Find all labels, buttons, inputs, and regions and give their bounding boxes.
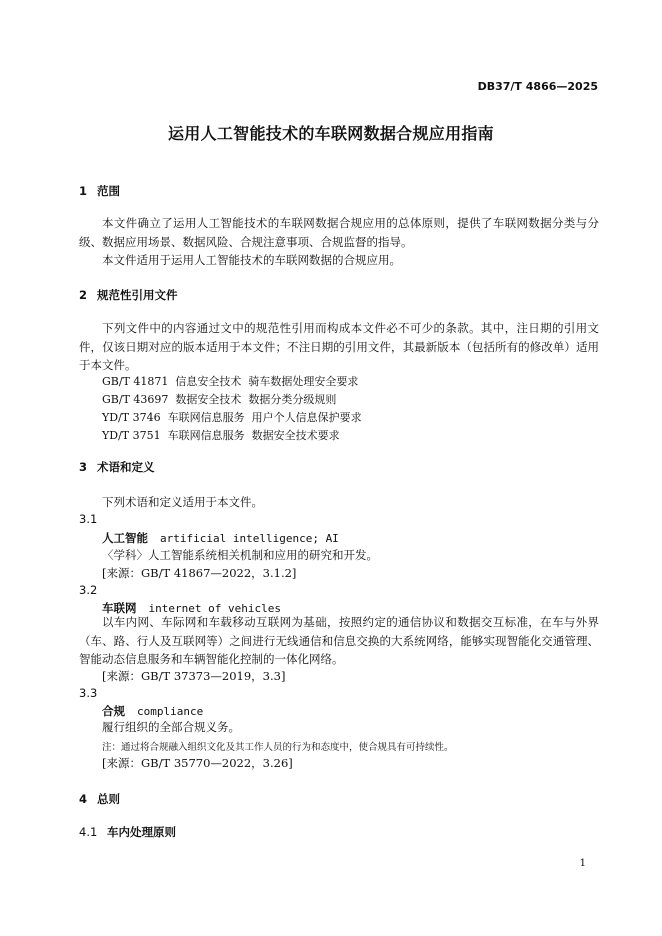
section-2-heading (79, 287, 178, 303)
reference-item: GB/T 41871 信息安全技术 骑车数据处理安全要求 (102, 375, 359, 388)
section-number: 2 (79, 288, 88, 302)
subsection-number: 4.1 (79, 825, 98, 839)
term-definition: 〈学科〉人工智能系统相关机制和应用的研究和开发。 (102, 548, 378, 562)
term-en: artificial intelligence; AI (160, 532, 339, 545)
document-title: 运用人工智能技术的车联网数据合规应用指南 (167, 124, 494, 143)
section-title: 术语和定义 (97, 460, 155, 474)
section-3-heading (79, 459, 155, 475)
term-zh: 人工智能 (102, 531, 148, 545)
term-number: 3.2 (79, 583, 98, 597)
subsection-4-1-heading (79, 824, 176, 840)
term-en: compliance (137, 705, 204, 718)
term-number: 3.3 (79, 686, 98, 700)
references-paragraph: 下列文件中的内容通过文中的规范性引用而构成本文件必不可少的条款。其中，注日期的引用文件，仅该日期对应的版本适用于本文件；不注日期的引用文件，其最新版本（包括所有的修改单）适用于本文件。 (79, 321, 599, 372)
section-title: 范围 (97, 184, 120, 198)
term-definition: 履行组织的全部合规义务。 (102, 720, 240, 734)
section-4-heading (79, 791, 120, 807)
terms-intro: 下列术语和定义适用于本文件。 (102, 495, 263, 509)
scope-paragraph-2: 本文件适用于运用人工智能技术的车联网数据的合规应用。 (102, 253, 401, 267)
term-source: [来源：GB/T 35770—2022，3.26] (102, 756, 293, 770)
section-title: 规范性引用文件 (97, 288, 178, 302)
term-zh: 车联网 (102, 601, 137, 615)
term-en: internet of vehicles (148, 602, 281, 615)
reference-item: YD/T 3751 车联网信息服务 数据安全技术要求 (102, 429, 340, 442)
section-number: 3 (79, 460, 88, 474)
term-note: 注：通过将合规融入组织文化及其工作人员的行为和态度中，使合规具有可持续性。 (102, 742, 454, 753)
term-number: 3.1 (79, 512, 98, 526)
section-title: 总则 (97, 792, 120, 806)
page-number: 1 (579, 858, 586, 869)
section-number: 1 (79, 184, 88, 198)
reference-item: YD/T 3746 车联网信息服务 用户个人信息保护要求 (102, 411, 362, 424)
term-name (102, 703, 203, 719)
section-1-heading (79, 183, 120, 199)
scope-paragraph-1: 本文件确立了运用人工智能技术的车联网数据合规应用的总体原则，提供了车联网数据分类与分级、数据应用场景、数据风险、合规注意事项、合规监督的指导。 (79, 216, 599, 249)
term-source: [来源：GB/T 37373—2019，3.3] (102, 669, 286, 683)
section-number: 4 (79, 792, 88, 806)
reference-item: GB/T 43697 数据安全技术 数据分类分级规则 (102, 393, 337, 406)
document-code: DB37/T 4866—2025 (477, 80, 598, 93)
term-zh: 合规 (102, 704, 125, 718)
subsection-title: 车内处理原则 (107, 825, 176, 839)
term-definition: 以车内网、车际网和车载移动互联网为基础，按照约定的通信协议和数据交互标准，在车与外界（车、路、行人及互联网等）之间进行无线通信和信息交换的大系统网络，能够实现智能化交通管理、智能动态信息服务和车辆智能化控制的一体化网络。 (79, 615, 599, 666)
term-source: [来源：GB/T 41867—2022，3.1.2] (102, 566, 297, 580)
term-name (102, 530, 339, 546)
